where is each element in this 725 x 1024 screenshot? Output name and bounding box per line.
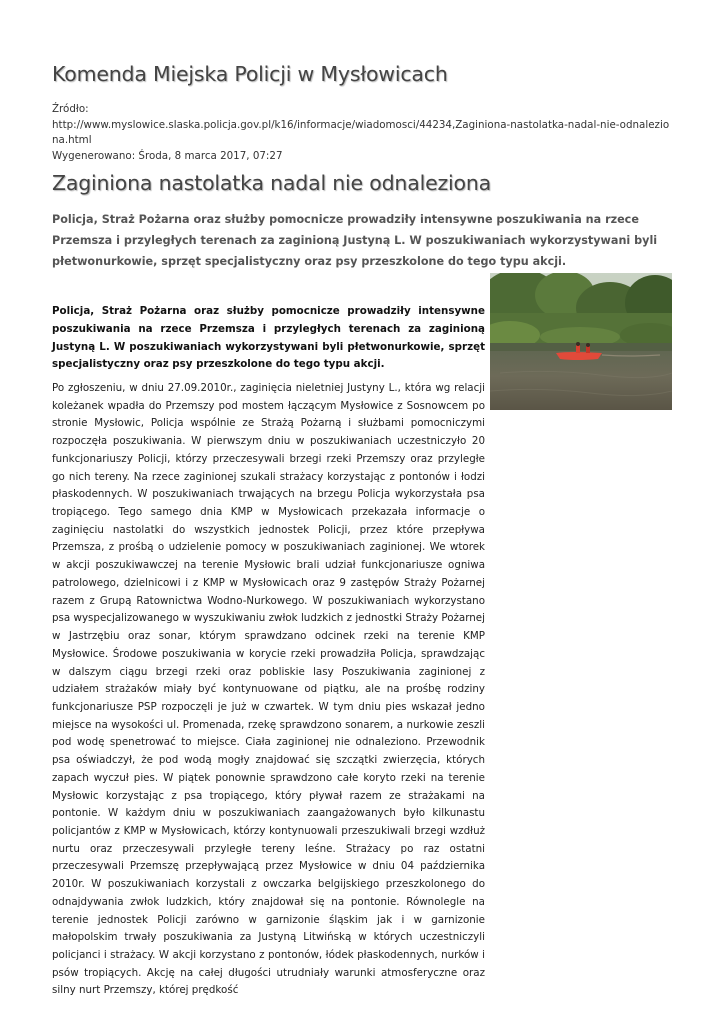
generated-date: Wygenerowano: Środa, 8 marca 2017, 07:27 [52,149,283,162]
article-lead: Policja, Straż Pożarna oraz służby pomocnicze prowadziły intensywne poszukiwania na rzece Przemsza i przyległych terenach za zaginioną Justyną L. W poszukiwaniach wykorzystywani byli płetwonurkowie, sprzęt specjalistyczny oraz psy przeszkolone do tego typu akcji. [52,213,658,268]
article-photo [490,273,672,410]
article-title: Zaginiona nastolatka nadal nie odnaleziona [52,171,492,195]
river-rescue-photo [490,273,672,410]
document-meta [52,102,672,164]
article-body-lead: Policja, Straż Pożarna oraz służby pomocnicze prowadziły intensywne poszukiwania na rzece Przemsza i przyległych terenach za zaginioną Justyną L. W poszukiwaniach wykorzystywani byli płetwonurkowie, sprzęt specjalistyczny oraz psy przeszkolone do tego typu akcji. [52,305,485,371]
source-label: Źródło: [52,103,89,115]
source-url[interactable]: http://www.myslowice.slaska.policja.gov.pl/k16/informacje/wiadomosci/44234,Zaginiona-nastolatka-nadal-nie-odnaleziona.html [52,118,670,146]
article-body: Po zgłoszeniu, w dniu 27.09.2010r., zaginięcia nieletniej Justyny L., która wg relacji koleżanek wpadła do Przemszy pod mostem łączącym Mysłowice z Sosnowcem po stronie Mysłowic, Policja wspólnie ze Strażą Pożarną i służbami pomocniczymi rozpoczęła poszukiwania. W pierwszym dniu w poszukiwaniach uczestniczyło 20 funkcjonariuszy Policji, którzy przeczesywali brzegi rzeki Przemszy oraz przyległe go nich tereny. Na rzece zaginionej szukali strażacy korzystając z pontonów i łodzi płaskodennych. W poszukiwaniach trwających na brzegu Policja wykorzystała psa tropiącego. Tego samego dnia KMP w Mysłowicach przekazała informacje o zaginięciu nastolatki do wszystkich jednostek Policji, przez które przepływa Przemsza, z prośbą o udzielenie pomocy w poszukiwaniach zaginionej. We wtorek w akcji poszukiwawczej na terenie Mysłowic brali udział funkcjonariusze ogniwa patrolowego, dzielnicowi i z KMP w Mysłowicach oraz 9 zastępów Straży Pożarnej razem z Grupą Ratownictwa Wodno-Nurkowego. W poszukiwaniach wykorzystano psa wyspecjalizowanego w wyszukiwaniu zwłok ludzkich z jednostki Straży Pożarnej w Jastrzębiu oraz sonar, którym sprawdzano odcinek rzeki na terenie KMP Mysłowice. Środowe poszukiwania w korycie rzeki prowadziła Policja, sprawdzając w dalszym ciągu brzegi rzeki oraz pobliskie lasy Poszukiwania zaginionej z udziałem strażaków miały być kontynuowane od piątku, ale na prośbę rodziny funkcjonariusze PSP rozpoczęli je już w czwartek. W tym dniu pies wskazał jedno miejsce na wysokości ul. Promenada, rzekę sprawdzono sonarem, a nurkowie zeszli pod wodę spenetrować to miejsce. Ciała zaginionej nie odnaleziono. Przewodnik psa oświadczył, że pod wodą mogły znajdować się szczątki zwierzęcia, których zapach wyczuł pies. W piątek ponownie sprawdzono całe koryto rzeki na terenie Mysłowic korzystając z psa tropiącego, który pływał razem ze strażakami na pontonie. W każdym dniu w poszukiwaniach zaangażowanych było kilkunastu policjantów z KMP w Mysłowicach, którzy kontynuowali przeszukiwali brzegi wzdłuż nurtu oraz przeczesywali przyległe tereny leśne. Strażacy po raz ostatni przeczesywali Przemszę przepływającą przez Mysłowice w dniu 04 października 2010r. W poszukiwaniach korzystali z owczarka belgijskiego przeszkolonego do odnajdywania zwłok ludzkich, który znajdował się na pontonie. Równolegle na terenie jednostek Policji zarówno w garnizonie śląskim jak i w garnizonie małopolskim trwały poszukiwania za Justyną Litwińską w których uczestniczyli policjanci i strażacy. W akcji korzystano z pontonów, łódek płaskodennych, nurków i psów tropiących. Akcję na całej długości utrudniały warunki atmosferyczne oraz silny nurt Przemszy, której prędkość [52,382,485,997]
site-title: Komenda Miejska Policji w Mysłowicach [52,62,448,86]
